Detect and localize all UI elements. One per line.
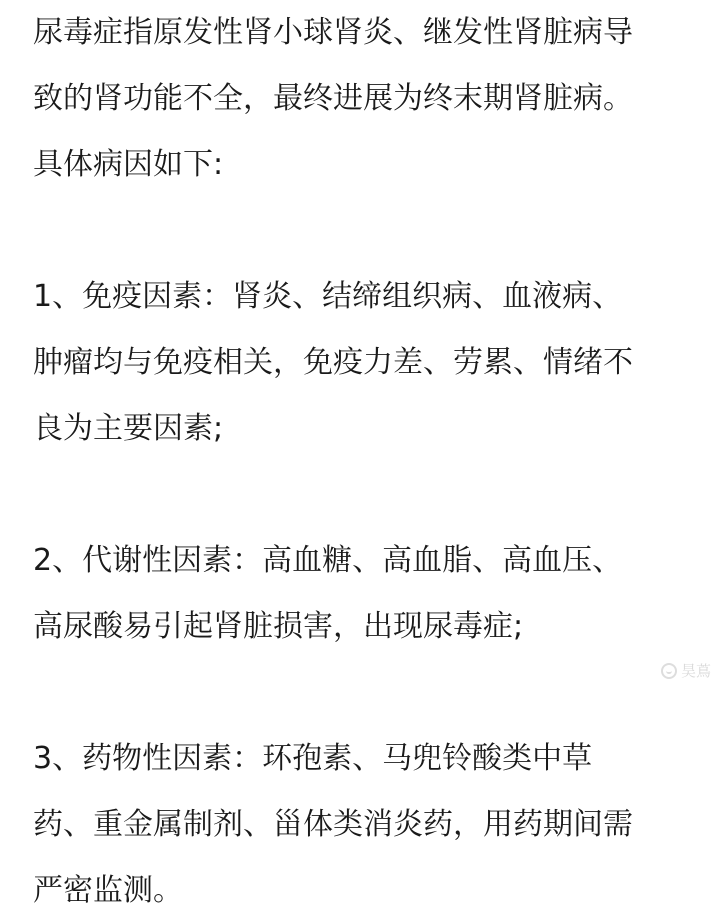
text-line: 致的肾功能不全，最终进展为终末期肾脏病。: [33, 81, 633, 116]
text-line: 具体病因如下:: [33, 147, 224, 182]
blank-line: [33, 198, 703, 264]
intro-paragraph: [33, 0, 703, 198]
text-line: 1、免疫因素：肾炎、结缔组织病、血液病、: [33, 279, 623, 314]
text-line: 高尿酸易引起肾脏损害，出现尿毒症;: [33, 609, 524, 644]
text-line: 良为主要因素;: [33, 411, 224, 446]
text-line: 肿瘤均与免疫相关，免疫力差、劳累、情绪不: [33, 345, 633, 380]
blank-line: [33, 660, 703, 726]
text-line: 严密监测。: [33, 873, 183, 908]
blank-line: [33, 462, 703, 528]
cause-item-metabolic: [33, 528, 703, 660]
cause-item-immune: [33, 264, 703, 462]
cause-item-drug: [33, 726, 703, 924]
text-line: 尿毒症指原发性肾小球肾炎、继发性肾脏病导: [33, 15, 633, 50]
watermark: [661, 660, 711, 681]
article-body: [33, 0, 703, 924]
text-line: 2、代谢性因素：高血糖、高血脂、高血压、: [33, 543, 623, 578]
text-line: 3、药物性因素：环孢素、马兜铃酸类中草: [33, 741, 593, 776]
watermark-text: 昊蔦: [680, 662, 711, 680]
text-line: 药、重金属制剂、甾体类消炎药，用药期间需: [33, 807, 633, 842]
smile-logo-icon: [661, 663, 677, 679]
